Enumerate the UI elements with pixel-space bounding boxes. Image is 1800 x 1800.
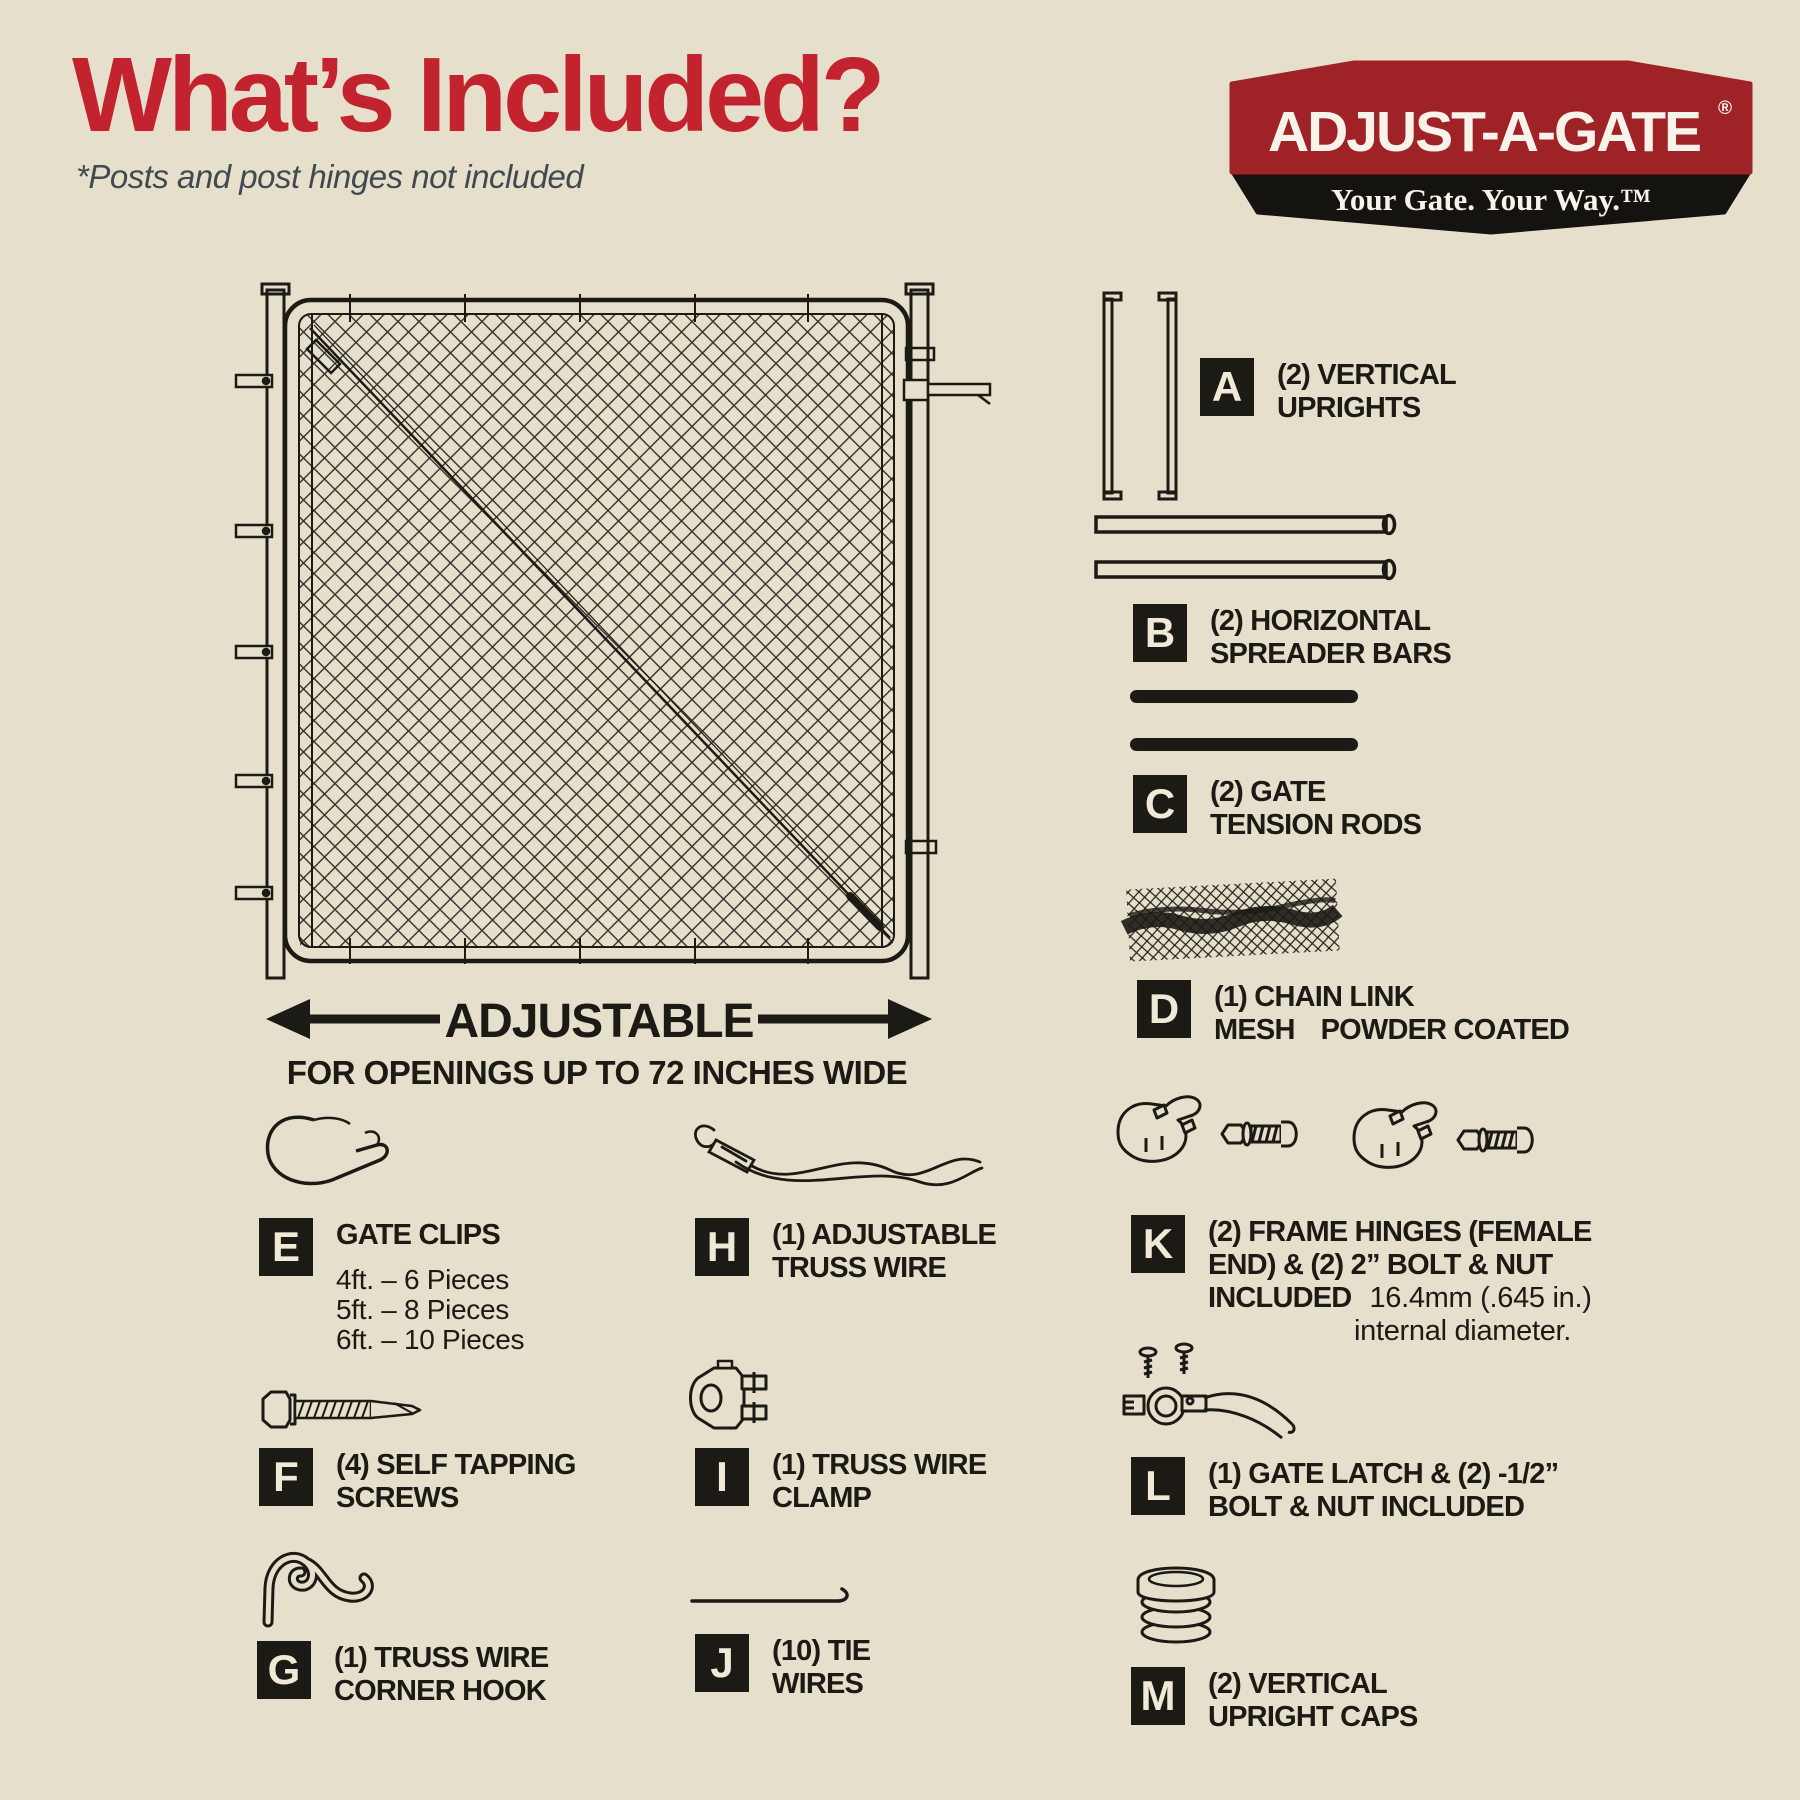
part-f: F (4) SELF TAPPING SCREWS (259, 1448, 576, 1515)
part-k-badge: K (1131, 1215, 1185, 1273)
part-e-sizes: 4ft. – 6 Pieces 5ft. – 8 Pieces 6ft. – 10 Pieces (336, 1264, 525, 1355)
part-e-label: GATE CLIPS (336, 1219, 500, 1251)
frame-hinges-icon (1106, 1088, 1556, 1206)
openings-label: FOR OPENINGS UP TO 72 INCHES WIDE (286, 1054, 908, 1091)
part-j: J (10) TIE WIRES (695, 1634, 870, 1701)
part-g-badge: G (257, 1641, 311, 1699)
part-b-label: (2) HORIZONTAL (1210, 605, 1431, 637)
part-m-badge: M (1131, 1667, 1185, 1725)
gate-latch-handle (904, 380, 990, 404)
part-l-badge: L (1131, 1457, 1185, 1515)
gate-clip-icon (258, 1106, 406, 1206)
spreader-bars-icon (1094, 514, 1406, 586)
part-l-label: (1) GATE LATCH & (2) -1/2” (1208, 1458, 1559, 1490)
chain-link-mesh-icon (1124, 876, 1354, 966)
part-d-note: POWDER COATED (1320, 1014, 1570, 1046)
part-d: D (1) CHAIN LINK MESH POWDER COATED (1137, 980, 1569, 1047)
part-f-badge: F (259, 1448, 313, 1506)
part-i-label: (1) TRUSS WIRE (772, 1449, 987, 1481)
corner-hook-icon (256, 1540, 384, 1628)
part-m-label: (2) VERTICAL (1208, 1668, 1387, 1700)
page-subtitle: *Posts and post hinges not included (76, 158, 584, 195)
part-b-badge: B (1133, 604, 1187, 662)
adjustable-truss-wire-icon (688, 1118, 988, 1212)
gate-latch-icon (1120, 1344, 1310, 1452)
logo-tagline: Your Gate. Your Way.™ (1330, 182, 1652, 217)
logo-registered-mark: ® (1718, 98, 1732, 119)
vertical-uprights-icon (1096, 290, 1188, 502)
part-e-badge: E (259, 1218, 313, 1276)
adjustable-label: ADJUSTABLE (444, 995, 754, 1048)
part-k-spec: 16.4mm (.645 in.) (1369, 1282, 1592, 1314)
truss-wire-clamp-icon (684, 1360, 772, 1436)
part-h: H (1) ADJUSTABLE TRUSS WIRE (695, 1218, 996, 1285)
left-arrow-icon (264, 995, 442, 1043)
self-tapping-screw-icon (260, 1386, 425, 1434)
part-b: B (2) HORIZONTAL SPREADER BARS (1133, 604, 1451, 671)
part-m: M (2) VERTICAL UPRIGHT CAPS (1131, 1667, 1418, 1734)
tension-rods-icon (1128, 688, 1428, 756)
right-arrow-icon (756, 995, 934, 1043)
gate-illustration (230, 248, 950, 988)
part-e (259, 1218, 524, 1355)
part-a-label: (2) VERTICAL (1277, 359, 1456, 391)
page-title: What’s Included? (72, 36, 882, 154)
part-k: K (2) FRAME HINGES (FEMALE END) & (2) 2” BOLT & NUT INCLUDED 16.4mm (.645 in.) internal diameter. (1131, 1215, 1592, 1348)
logo-brand-text: ADJUST-A-GATE (1267, 100, 1701, 164)
part-c-label: (2) GATE (1210, 776, 1326, 808)
part-l: L (1) GATE LATCH & (2) -1/2” BOLT & NUT INCLUDED (1131, 1457, 1558, 1524)
left-upright (267, 290, 284, 978)
adjust-a-gate-logo (1232, 58, 1750, 234)
part-h-label: (1) ADJUSTABLE (772, 1219, 997, 1251)
part-g-label: (1) TRUSS WIRE (334, 1642, 549, 1674)
part-c-badge: C (1133, 775, 1187, 833)
part-d-label: (1) CHAIN LINK (1214, 981, 1414, 1013)
part-c: C (2) GATE TENSION RODS (1133, 775, 1421, 842)
part-a-badge: A (1200, 358, 1254, 416)
part-a: A (2) VERTICAL UPRIGHTS (1200, 358, 1456, 425)
part-g: G (1) TRUSS WIRE CORNER HOOK (257, 1641, 548, 1708)
upright-caps-icon (1130, 1562, 1222, 1658)
part-i: I (1) TRUSS WIRE CLAMP (695, 1448, 986, 1515)
part-d-badge: D (1137, 980, 1191, 1038)
latch-bolts (1140, 1344, 1192, 1378)
part-h-badge: H (695, 1218, 749, 1276)
part-j-badge: J (695, 1634, 749, 1692)
part-k-label: (2) FRAME HINGES (FEMALE (1208, 1216, 1592, 1248)
part-i-badge: I (695, 1448, 749, 1506)
part-f-label: (4) SELF TAPPING (336, 1449, 576, 1481)
tie-wire-icon (690, 1580, 858, 1608)
part-j-label: (10) TIE (772, 1635, 871, 1667)
